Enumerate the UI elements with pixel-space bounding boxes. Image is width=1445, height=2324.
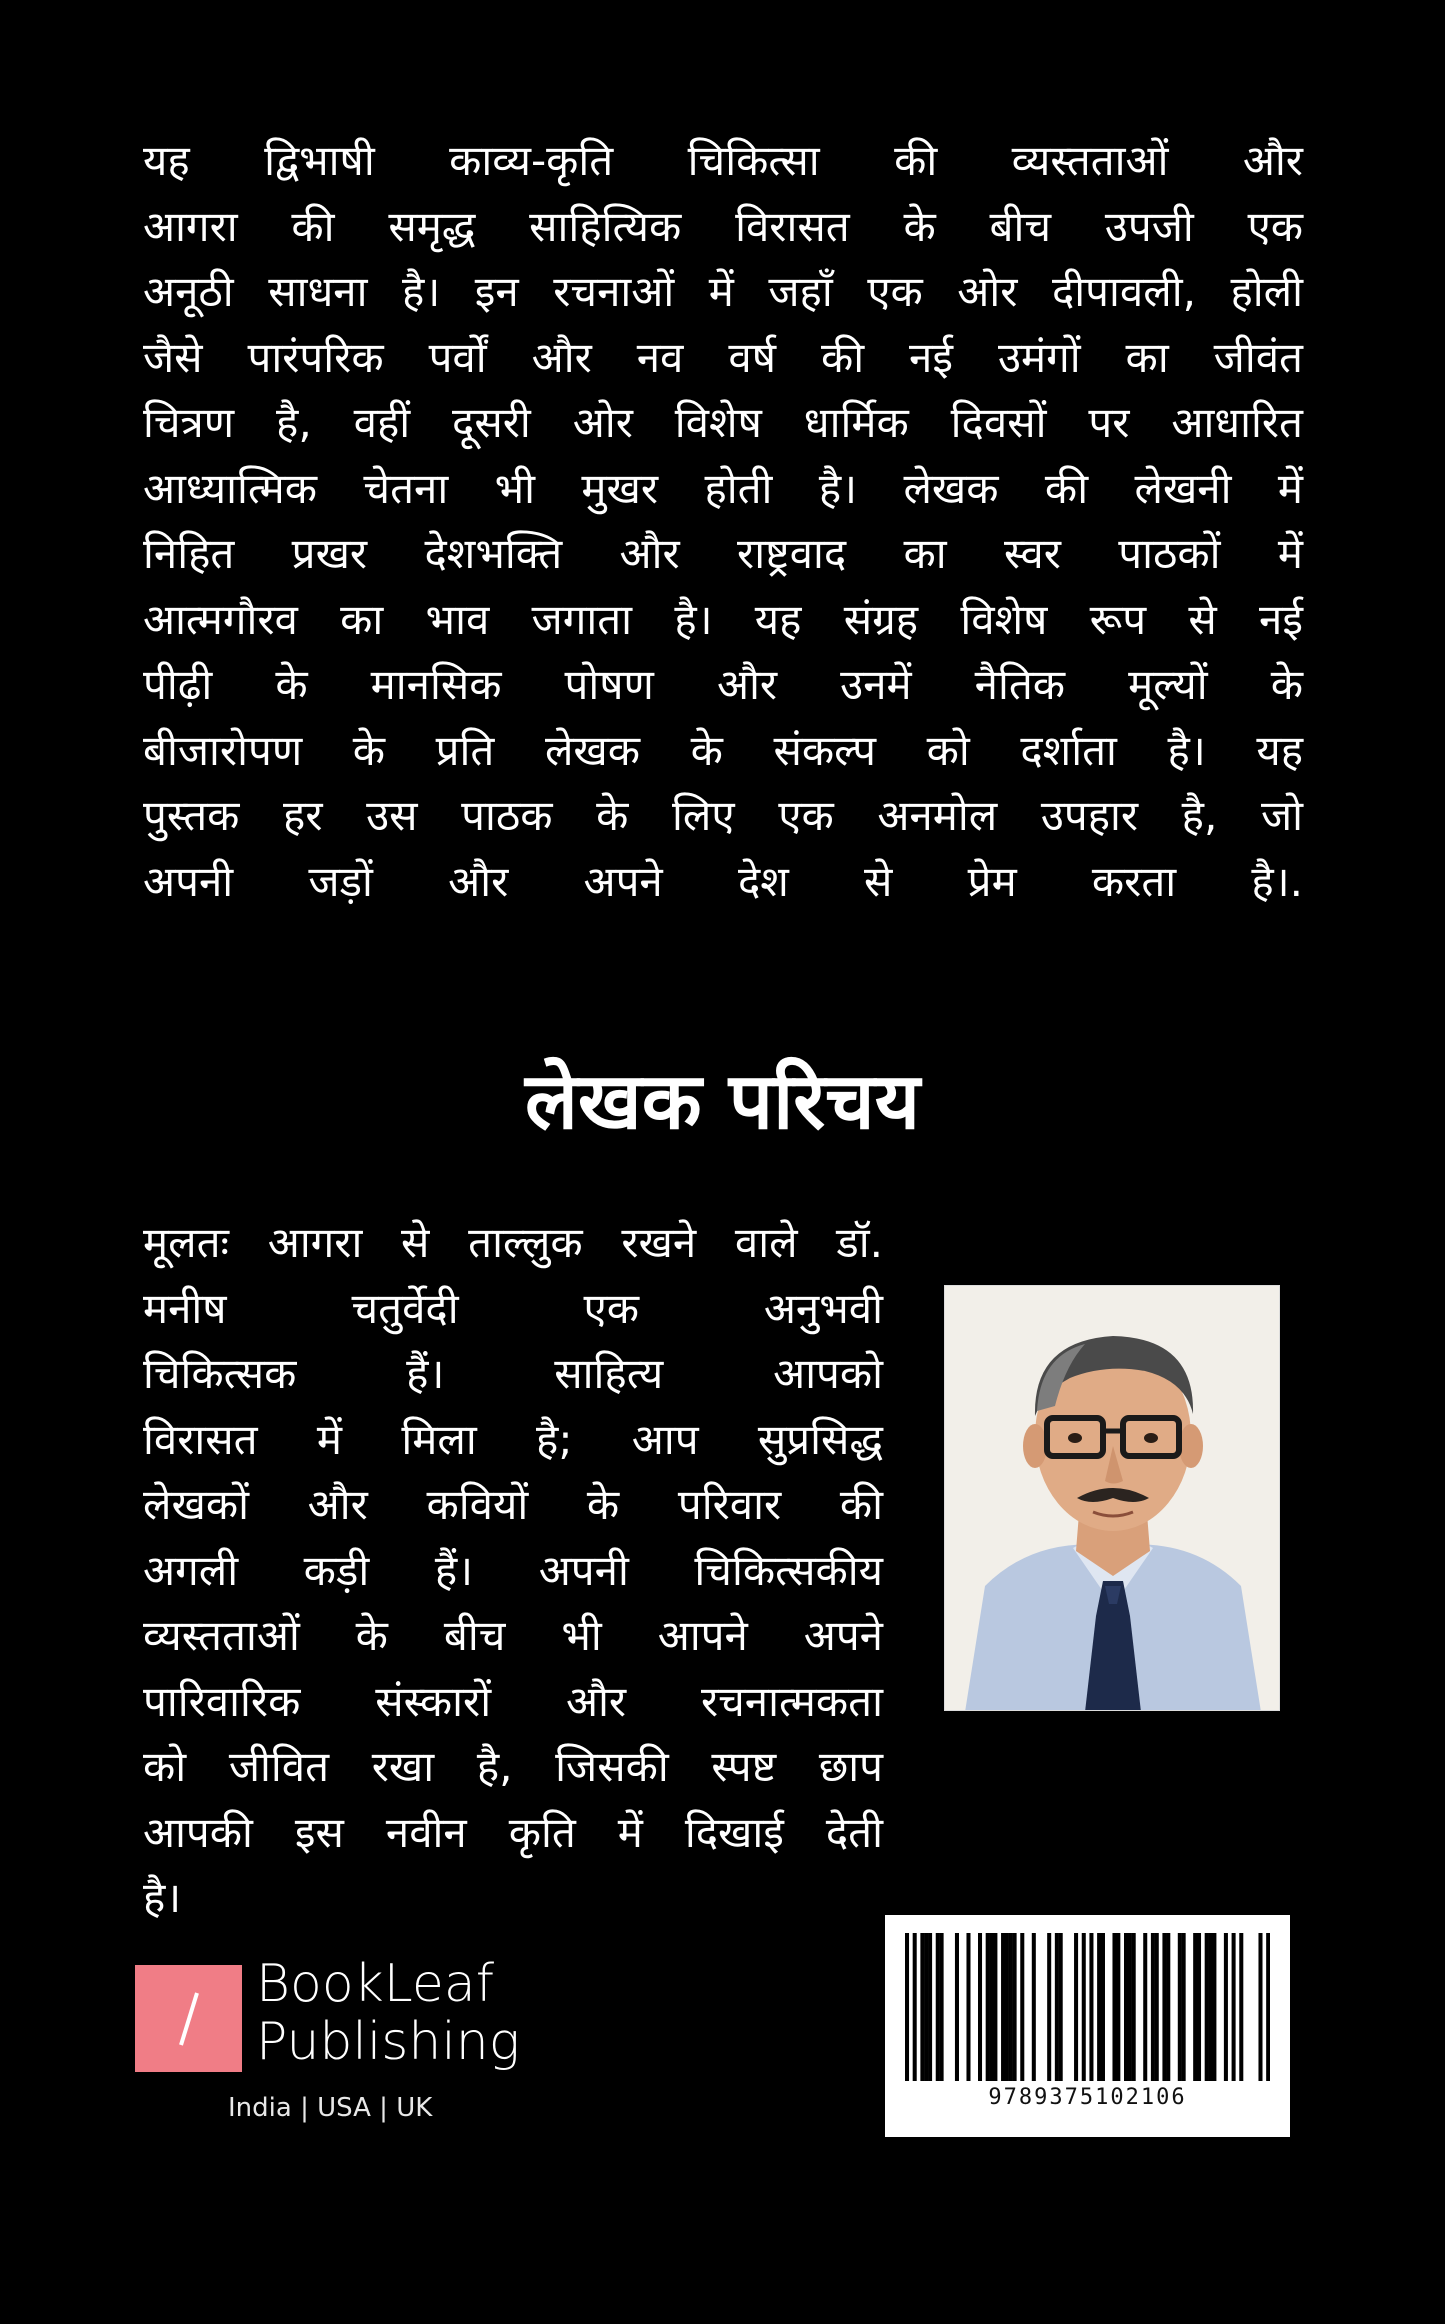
barcode-bar <box>924 1933 928 2081</box>
author-portrait-icon <box>945 1286 1280 1711</box>
bio-line: अगली कड़ी हैं। अपनी चिकित्सकीय <box>143 1545 883 1595</box>
barcode-bar <box>905 1933 909 2081</box>
barcode-bar <box>1097 1933 1101 2081</box>
publisher-logo-mark <box>135 1965 242 2072</box>
barcode-bar <box>1182 1933 1186 2081</box>
barcode-bar <box>1082 1933 1086 2081</box>
barcode-bar <box>1116 1933 1120 2081</box>
book-blurb <box>143 128 1303 914</box>
barcode-bar <box>936 1933 940 2081</box>
barcode-bar <box>1032 1933 1036 2081</box>
barcode-bar <box>1059 1933 1063 2081</box>
barcode-bar <box>1005 1933 1009 2081</box>
bio-line: व्यस्तताओं के बीच भी आपने अपने <box>143 1611 883 1660</box>
author-photo <box>944 1285 1280 1711</box>
barcode-bar <box>913 1933 917 2081</box>
barcode-bar <box>1166 1933 1170 2081</box>
barcode-bar <box>966 1933 970 2081</box>
bio-line: मनीष चतुर्वेदी एक अनुभवी <box>143 1283 883 1333</box>
blurb-line: पीढ़ी के मानसिक पोषण और उनमें नैतिक मूल्यों के <box>143 660 1303 709</box>
author-bio <box>143 1210 883 1931</box>
blurb-line: आध्यात्मिक चेतना भी मुखर होती है। लेखक की लेखनी में <box>143 463 1303 513</box>
barcode-bar <box>986 1933 990 2081</box>
barcode-bar <box>1074 1933 1078 2081</box>
barcode-bar <box>928 1933 932 2081</box>
barcode-bar <box>1013 1933 1017 2081</box>
barcode-bar <box>1212 1933 1216 2081</box>
barcode-bar <box>990 1933 994 2081</box>
barcode-bar <box>1155 1933 1159 2081</box>
barcode-bar <box>1232 1933 1236 2081</box>
barcode-bar <box>1009 1933 1013 2081</box>
bio-line: आपकी इस नवीन कृति में दिखाई देती <box>143 1807 883 1857</box>
bio-line: है। <box>143 1873 182 1922</box>
barcode-bar <box>1258 1933 1262 2081</box>
bio-line: को जीवित रखा है, जिसकी स्पष्ट छाप <box>143 1742 883 1791</box>
barcode-bar <box>940 1933 944 2081</box>
barcode-bar <box>1143 1933 1147 2081</box>
blurb-line: जैसे पारंपरिक पर्वों और नव वर्ष की नई उमंगों का जीवंत <box>143 332 1303 382</box>
barcode-bar <box>1089 1933 1093 2081</box>
barcode-bar <box>1193 1933 1197 2081</box>
barcode-bar <box>955 1933 959 2081</box>
publisher-name-line1: BookLeaf <box>256 1954 495 2014</box>
blurb-line: निहित प्रखर देशभक्ति और राष्ट्रवाद का स्वर पाठकों में <box>143 529 1303 578</box>
isbn-number: 9789375102106 <box>988 2085 1187 2110</box>
barcode-bar <box>1047 1933 1051 2081</box>
barcode-bar <box>1112 1933 1116 2081</box>
publisher-name <box>256 1955 520 2071</box>
barcode-bar <box>1001 1933 1005 2081</box>
bio-line: चिकित्सक हैं। साहित्य आपको <box>143 1349 883 1398</box>
barcode-bar <box>920 1933 924 2081</box>
barcode-bar <box>1178 1933 1182 2081</box>
barcode-bar <box>978 1933 982 2081</box>
barcode-bar <box>1124 1933 1128 2081</box>
barcode-bar <box>993 1933 997 2081</box>
blurb-line: आत्मगौरव का भाव जगाता है। यह संग्रह विशेष रूप से नई <box>143 594 1303 644</box>
barcode-bar <box>1151 1933 1155 2081</box>
barcode-bar <box>1101 1933 1105 2081</box>
blurb-line: अपनी जड़ों और अपने देश से प्रेम करता है।. <box>143 856 1303 906</box>
slash-icon <box>135 1965 242 2072</box>
barcode-bar <box>1209 1933 1213 2081</box>
blurb-line: बीजारोपण के प्रति लेखक के संकल्प को दर्शाता है। यह <box>143 725 1303 775</box>
barcode-bar <box>1239 1933 1243 2081</box>
barcode-icon <box>905 1933 1270 2081</box>
blurb-line: चित्रण है, वहीं दूसरी ओर विशेष धार्मिक दिवसों पर आधारित <box>143 398 1303 447</box>
barcode-bar <box>1132 1933 1136 2081</box>
barcode-bar <box>1224 1933 1228 2081</box>
barcode-bar <box>1055 1933 1059 2081</box>
blurb-line: यह द्विभाषी काव्य-कृति चिकित्सा की व्यस्तताओं और <box>143 136 1303 185</box>
barcode-bar <box>1020 1933 1024 2081</box>
publisher-name-line2: Publishing <box>256 2012 520 2072</box>
isbn-barcode <box>885 1915 1290 2137</box>
barcode-bar <box>1128 1933 1132 2081</box>
barcode-bar <box>1266 1933 1270 2081</box>
barcode-bar <box>1197 1933 1201 2081</box>
bio-line: विरासत में मिला है; आप सुप्रसिद्ध <box>143 1414 883 1464</box>
publisher-countries: India | USA | UK <box>228 2093 433 2123</box>
blurb-line: अनूठी साधना है। इन रचनाओं में जहाँ एक ओर दीपावली, होली <box>143 267 1303 316</box>
author-intro-heading: लेखक परिचय <box>525 1057 920 1147</box>
bio-line: मूलतः आगरा से ताल्लुक रखने वाले डॉ. <box>143 1218 883 1267</box>
bio-line: लेखकों और कवियों के परिवार की <box>143 1480 883 1529</box>
barcode-bar <box>1205 1933 1209 2081</box>
blurb-line: आगरा की समृद्ध साहित्यिक विरासत के बीच उपजी एक <box>143 201 1303 251</box>
blurb-line: पुस्तक हर उस पाठक के लिए एक अनमोल उपहार है, जो <box>143 791 1303 840</box>
bio-line: पारिवारिक संस्कारों और रचनात्मकता <box>143 1676 883 1726</box>
barcode-bar <box>1162 1933 1166 2081</box>
